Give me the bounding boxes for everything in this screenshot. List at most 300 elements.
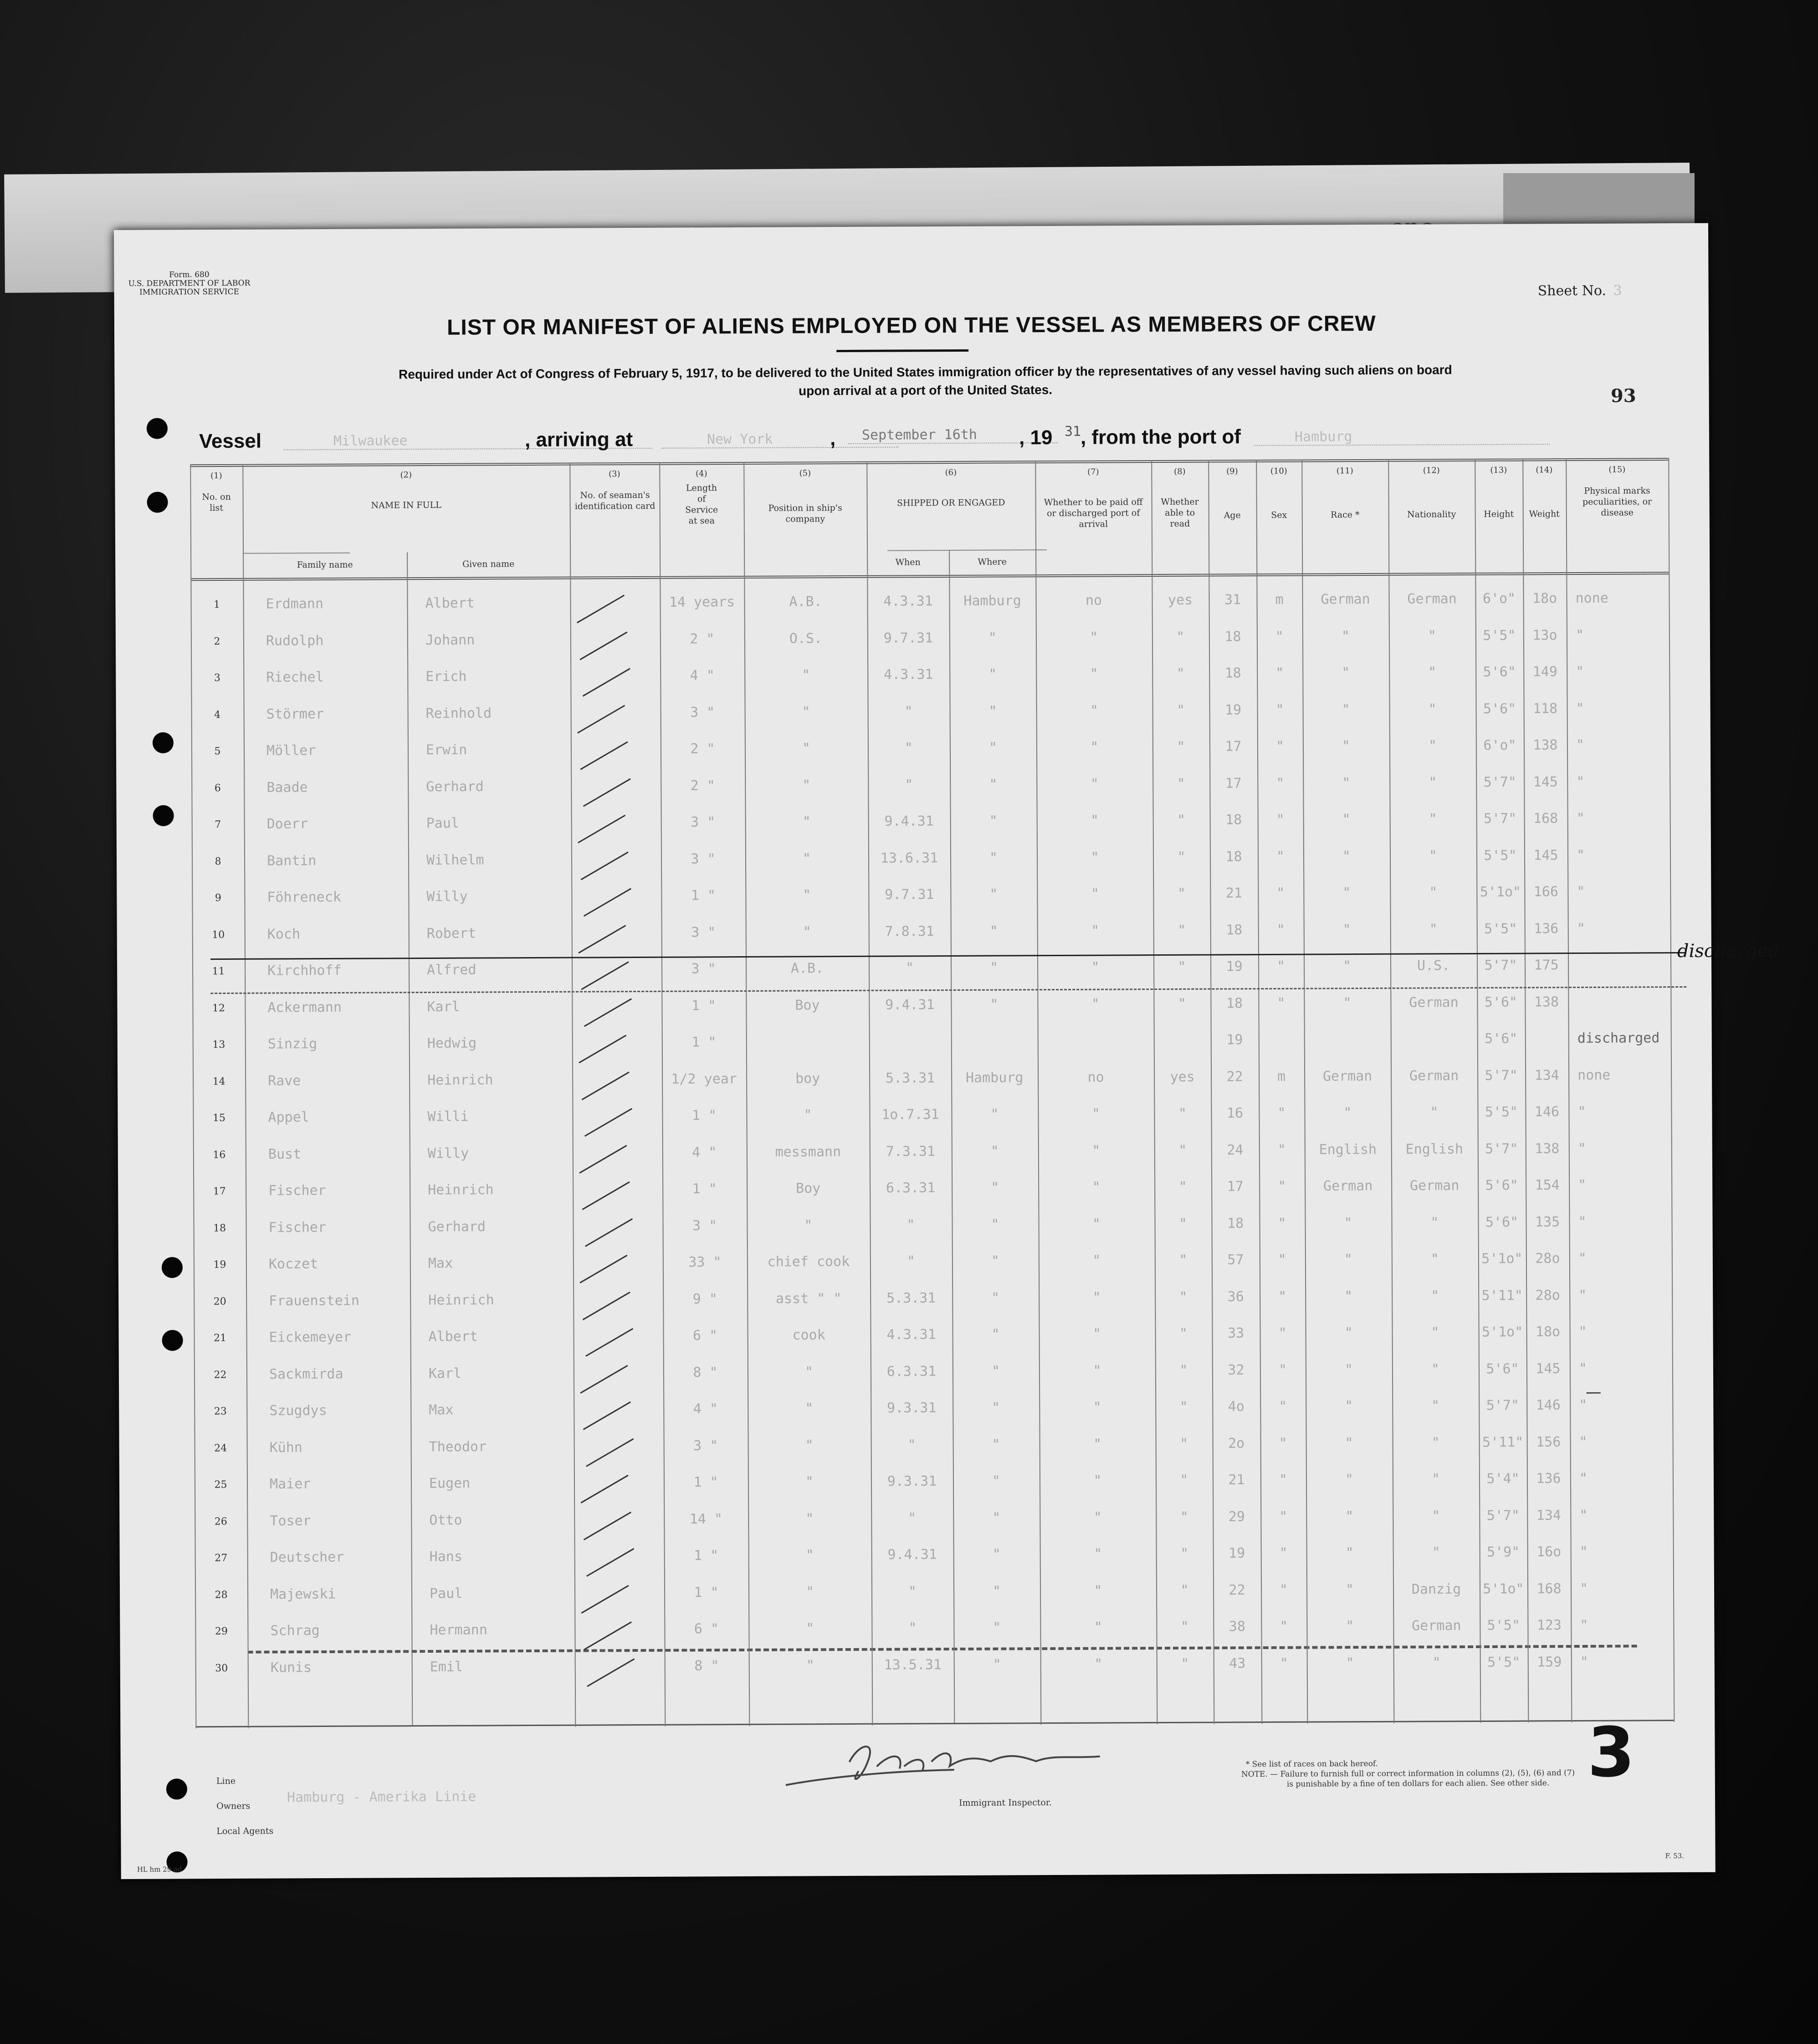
cell-nat: " — [1428, 664, 1437, 681]
cell-age: 18 — [1224, 665, 1241, 681]
cell-read: " — [1176, 629, 1185, 645]
cell-position: " — [805, 1400, 814, 1417]
cell-weight: 135 — [1535, 1214, 1560, 1230]
cell-service: 3 " — [691, 961, 716, 977]
cell-sex: m — [1277, 1068, 1286, 1085]
cell-nat: " — [1431, 1434, 1440, 1450]
col-num: (11) — [1336, 466, 1353, 476]
cell-service: 1 " — [691, 887, 716, 904]
cell-paid: " — [1091, 996, 1100, 1012]
cell-weight: 134 — [1534, 1067, 1559, 1083]
cell-marks: " — [1577, 920, 1585, 937]
arrival-year: 31 — [1064, 423, 1081, 440]
cell-weight: 168 — [1536, 1580, 1562, 1597]
cell-position: " — [802, 814, 811, 830]
cell-marks: " — [1576, 847, 1585, 863]
name-subhead-rule — [243, 553, 350, 554]
cell-nat: Danzig — [1411, 1581, 1461, 1598]
table-row — [192, 810, 1670, 853]
cell-weight: 146 — [1534, 1104, 1560, 1120]
cell-height: 5'4" — [1486, 1470, 1520, 1487]
check-mark-icon — [580, 741, 628, 770]
cell-where: " — [988, 666, 997, 682]
cell-age: 18 — [1224, 628, 1241, 645]
cell-paid: " — [1093, 1399, 1101, 1415]
cell-family: Koch — [267, 926, 301, 943]
cell-read: " — [1177, 738, 1185, 755]
cell-age: 17 — [1227, 1178, 1244, 1195]
head-family-name: Family name — [297, 559, 353, 570]
cell-given: Heinrich — [428, 1182, 494, 1199]
cell-when: 9.3.31 — [887, 1473, 937, 1490]
cell-age: 36 — [1227, 1288, 1244, 1305]
cell-marks: none — [1575, 590, 1608, 607]
cell-read: " — [1179, 1252, 1188, 1268]
cell-no: 20 — [213, 1296, 226, 1307]
cell-race: " — [1344, 1325, 1353, 1341]
cell-family: Bantin — [266, 852, 317, 869]
cell-when: 9.7.31 — [883, 630, 933, 646]
table-row — [194, 1287, 1672, 1330]
cell-age: 22 — [1229, 1582, 1245, 1598]
cell-read: " — [1179, 1289, 1188, 1305]
cell-service: 2 " — [690, 741, 715, 757]
check-mark-icon — [578, 815, 625, 843]
cell-where: Hamburg — [965, 1069, 1024, 1086]
cell-marks: " — [1576, 663, 1584, 680]
cell-race: " — [1342, 774, 1351, 791]
cell-service: 6 " — [694, 1621, 719, 1637]
head-paid-off: Whether to be paid off or discharged port of arrival — [1044, 497, 1143, 529]
cell-when: " — [905, 776, 913, 793]
cell-when: " — [905, 960, 914, 976]
cell-age: 32 — [1228, 1362, 1244, 1378]
cell-where: " — [989, 886, 998, 902]
cell-sex: " — [1278, 1178, 1286, 1194]
cell-given: Robert — [426, 925, 476, 942]
cell-nat: German — [1409, 1067, 1459, 1084]
cell-when: " — [908, 1510, 917, 1526]
cell-marks: " — [1577, 883, 1585, 900]
cell-paid: " — [1091, 812, 1099, 829]
cell-given: Gerhard — [428, 1218, 486, 1235]
cell-weight: 145 — [1533, 847, 1558, 863]
cell-read: " — [1178, 1105, 1187, 1122]
cell-where: " — [993, 1656, 1001, 1673]
table-row — [194, 1360, 1672, 1403]
manifest-sheet — [114, 223, 1780, 1879]
cell-no: 5 — [214, 745, 221, 758]
cell-race: German — [1322, 1068, 1372, 1084]
cell-read: " — [1177, 702, 1185, 718]
cell-nat: " — [1429, 774, 1437, 790]
cell-weight: 149 — [1532, 664, 1557, 680]
cell-no: 21 — [214, 1332, 227, 1344]
cell-when: 9.3.31 — [887, 1400, 937, 1416]
cell-race: " — [1343, 994, 1352, 1011]
table-row — [195, 1543, 1673, 1586]
cell-height: 5'6" — [1483, 701, 1516, 717]
cell-nat: " — [1431, 1471, 1440, 1487]
cell-sex: " — [1279, 1398, 1287, 1414]
cell-where: " — [991, 1326, 1000, 1342]
cell-position: " — [803, 887, 811, 903]
cell-family: Fischer — [268, 1219, 327, 1236]
cell-position: " — [804, 1217, 813, 1233]
cell-nat: " — [1432, 1544, 1440, 1561]
cell-race: " — [1346, 1618, 1354, 1634]
head-race: Race * — [1330, 510, 1360, 520]
cell-age: 22 — [1226, 1068, 1243, 1085]
col-num: (6) — [945, 467, 957, 478]
cell-height: 5'1o" — [1480, 884, 1521, 900]
cell-where: " — [988, 630, 997, 646]
head-position: Position in ship's company — [768, 503, 842, 524]
cell-nat: U.S. — [1417, 958, 1450, 974]
fine-note: is punishable by a fine of ten dollars for each alien. See other side. — [1286, 1778, 1550, 1789]
cell-nat: German — [1412, 1618, 1461, 1634]
cell-sex: " — [1277, 1142, 1286, 1158]
cell-family: Sackmirda — [269, 1366, 343, 1383]
cell-no: 26 — [214, 1516, 227, 1527]
cell-race: " — [1344, 1251, 1352, 1268]
cell-marks: " — [1579, 1470, 1588, 1486]
cell-service: 3 " — [690, 704, 715, 720]
col-num: (8) — [1174, 466, 1186, 476]
cell-paid: " — [1094, 1656, 1103, 1672]
cell-where: " — [991, 1363, 1000, 1379]
cell-service: 8 " — [694, 1657, 719, 1674]
cell-service: 3 " — [691, 814, 716, 830]
cell-no: 27 — [215, 1552, 228, 1564]
cell-paid: " — [1093, 1472, 1102, 1489]
cell-height: 5'6" — [1483, 664, 1516, 680]
table-row — [191, 700, 1669, 743]
punch-hole — [162, 1330, 183, 1351]
check-mark-icon — [577, 594, 625, 623]
cell-weight: 28o — [1535, 1250, 1560, 1267]
cell-sex: " — [1278, 1362, 1287, 1378]
cell-given: Emil — [430, 1659, 463, 1675]
table-row — [193, 1214, 1671, 1256]
table-row — [195, 1654, 1674, 1696]
cell-service: 2 " — [690, 630, 715, 647]
cell-height: 5'6" — [1485, 1214, 1519, 1230]
col-num: (15) — [1608, 465, 1626, 475]
cell-height: 5'5" — [1484, 847, 1517, 864]
cell-no: 13 — [212, 1039, 225, 1051]
cell-marks: " — [1580, 1617, 1588, 1633]
head-no-on-list: No. on list — [202, 492, 231, 513]
cell-given: Willi — [427, 1108, 469, 1125]
table-row — [191, 663, 1669, 706]
cell-race: English — [1319, 1141, 1377, 1158]
cell-service: 3 " — [692, 1217, 717, 1234]
cell-race: " — [1342, 848, 1351, 864]
cell-service: 1 " — [691, 1107, 717, 1124]
cell-paid: " — [1092, 1252, 1101, 1269]
cell-position: " — [803, 923, 811, 940]
cell-when: 6.3.31 — [886, 1180, 936, 1196]
cell-given: Gerhard — [426, 778, 484, 795]
cell-weight: 28o — [1535, 1287, 1560, 1303]
cell-service: 14 years — [669, 594, 735, 610]
cell-where: Hamburg — [963, 593, 1021, 609]
col-num: (5) — [799, 468, 811, 478]
service: IMMIGRATION SERVICE — [139, 287, 240, 297]
cell-family: Rave — [268, 1072, 301, 1089]
table-row — [193, 1067, 1671, 1110]
cell-given: Karl — [427, 999, 460, 1015]
cell-paid: " — [1090, 776, 1099, 792]
cell-given: Alfred — [427, 962, 476, 978]
arriving-port: New York — [661, 430, 898, 448]
cell-no: 8 — [215, 856, 221, 867]
cell-paid: " — [1092, 1142, 1101, 1159]
cell-read: " — [1180, 1582, 1189, 1598]
cell-sex: " — [1276, 922, 1285, 938]
sheet-number — [1538, 283, 1622, 299]
head-name-in-full: NAME IN FULL — [371, 500, 441, 511]
cell-weight: 154 — [1535, 1177, 1560, 1194]
table-row — [191, 627, 1669, 670]
cell-marks: " — [1578, 1214, 1587, 1230]
cell-read: " — [1181, 1655, 1189, 1672]
cell-sex: " — [1275, 628, 1284, 645]
cell-height: 5'1o" — [1481, 1324, 1523, 1340]
cell-marks: " — [1577, 1140, 1586, 1157]
cell-marks: " — [1576, 774, 1585, 790]
cell-race: " — [1346, 1655, 1354, 1671]
check-mark-icon — [587, 1658, 635, 1687]
cell-service: 1 " — [694, 1584, 719, 1600]
failure-note: NOTE. — Failure to furnish full or correct information in columns (2), (5), (6) and (7) — [1241, 1768, 1575, 1779]
inspector-signature — [781, 1733, 1127, 1794]
cell-no: 28 — [215, 1589, 228, 1601]
cell-where: " — [992, 1510, 1001, 1526]
col-num: (14) — [1536, 465, 1553, 475]
cell-sex: " — [1277, 1105, 1286, 1121]
from-port: Hamburg — [1254, 428, 1550, 446]
cell-sex: " — [1276, 848, 1285, 865]
cell-no: 30 — [215, 1662, 228, 1674]
cell-height: 5'7" — [1485, 1067, 1518, 1084]
table-row — [195, 1434, 1673, 1476]
cell-given: Theodor — [429, 1438, 487, 1455]
cell-family: Szugdys — [269, 1402, 327, 1419]
check-mark-icon — [580, 1475, 628, 1503]
cell-race: " — [1345, 1545, 1354, 1561]
cell-height: 5'6" — [1485, 1177, 1518, 1194]
cell-race: " — [1344, 1288, 1353, 1304]
cell-service: 9 " — [692, 1291, 717, 1307]
cell-no: 6 — [214, 782, 221, 794]
cell-where: " — [992, 1399, 1000, 1416]
cell-age: 21 — [1225, 885, 1243, 902]
cell-family: Fischer — [268, 1182, 326, 1199]
header-bottom-rule — [190, 572, 1669, 581]
cell-when: 9.4.31 — [887, 1547, 937, 1563]
cell-family: Appel — [268, 1109, 309, 1126]
cell-given: Max — [428, 1255, 453, 1272]
print-code: HL hm 29 ad — [137, 1865, 182, 1874]
cell-marks: discharged — [1577, 1030, 1660, 1046]
cell-when: " — [904, 703, 913, 719]
shipped-subhead-rule — [887, 549, 1047, 551]
cell-where: " — [992, 1583, 1001, 1599]
cell-where: " — [989, 959, 999, 976]
cell-marks: " — [1575, 627, 1584, 643]
head-sex: Sex — [1271, 510, 1287, 520]
check-mark-icon — [584, 888, 631, 917]
check-mark-icon — [583, 778, 631, 807]
cell-height: 5'1o" — [1481, 1250, 1523, 1267]
table-row — [193, 1103, 1671, 1146]
cell-family: Riechel — [266, 669, 324, 686]
cell-paid: " — [1093, 1436, 1102, 1452]
cell-read: " — [1177, 775, 1185, 792]
cell-position: " — [804, 1107, 812, 1123]
cell-age: 2o — [1228, 1435, 1245, 1451]
head-physical: Physical marks peculiarities, or disease — [1582, 486, 1652, 518]
cell-sex: " — [1275, 665, 1284, 681]
check-mark-icon — [577, 705, 625, 733]
cell-age: 38 — [1229, 1619, 1246, 1635]
cell-when: 4.3.31 — [883, 593, 933, 610]
cell-paid: " — [1092, 1289, 1101, 1306]
check-mark-icon — [583, 668, 630, 697]
cell-marks: " — [1578, 1250, 1587, 1266]
cell-where: " — [990, 1106, 999, 1122]
cell-no: 11 — [212, 965, 225, 978]
cell-when: 4.3.31 — [886, 1327, 936, 1343]
cell-paid: no — [1087, 1069, 1104, 1086]
cell-marks: " — [1579, 1580, 1588, 1597]
cell-sex: " — [1276, 885, 1285, 901]
cell-no: 3 — [214, 672, 220, 684]
owners-label: Owners — [216, 1801, 251, 1812]
cell-family: Frauenstein — [269, 1292, 360, 1309]
cell-given: Paul — [426, 815, 460, 832]
cell-family: Kirchhoff — [267, 962, 342, 979]
cell-age: 19 — [1226, 958, 1243, 975]
vessel-label: Vessel — [199, 430, 262, 453]
cell-when: 6.3.31 — [886, 1363, 937, 1380]
page-title: LIST OR MANIFEST OF ALIENS EMPLOYED ON THE VESSEL AS MEMBERS OF CREW — [446, 311, 1376, 340]
cell-position: " — [805, 1583, 814, 1600]
form-code: F. 53. — [1665, 1851, 1685, 1860]
cell-race: German — [1321, 591, 1370, 608]
cell-where: " — [992, 1436, 1000, 1453]
cell-race: " — [1341, 628, 1350, 644]
cell-nat: " — [1430, 1104, 1439, 1121]
col-num: (3) — [609, 469, 620, 479]
cell-marks: " — [1579, 1434, 1588, 1450]
punch-hole — [147, 492, 168, 512]
table-row — [194, 1397, 1672, 1440]
cell-weight: 123 — [1536, 1617, 1562, 1634]
cell-when: 5.3.31 — [885, 1070, 935, 1086]
cell-paid: " — [1091, 886, 1099, 902]
sheet-value: 3 — [1613, 282, 1622, 299]
cell-read: " — [1178, 1215, 1188, 1232]
line-label: Line — [216, 1776, 236, 1787]
cell-given: Heinrich — [427, 1071, 493, 1088]
cell-weight: 138 — [1533, 737, 1558, 753]
cell-height: 5'5" — [1485, 1104, 1518, 1120]
cell-where: " — [992, 1546, 1001, 1562]
cell-service: 1/2 year — [671, 1071, 737, 1087]
cell-given: Wilhelm — [426, 851, 484, 868]
arrival-date: September 16th — [848, 426, 1058, 444]
cell-no: 1 — [214, 599, 220, 611]
check-mark-icon — [580, 1365, 628, 1393]
cell-nat: German — [1409, 1178, 1460, 1194]
cell-paid: " — [1091, 959, 1100, 975]
cell-sex: " — [1276, 958, 1285, 974]
check-mark-icon — [585, 1328, 633, 1357]
cell-sex: " — [1279, 1545, 1288, 1561]
cell-paid: " — [1094, 1583, 1102, 1599]
cell-age: 4o — [1228, 1399, 1244, 1415]
cell-weight: 134 — [1536, 1507, 1562, 1523]
cell-position: A.B. — [790, 960, 824, 977]
cell-nat: " — [1431, 1398, 1440, 1414]
cell-family: Maier — [269, 1476, 311, 1492]
check-mark-icon — [582, 1071, 630, 1100]
head-nationality: Nationality — [1407, 509, 1456, 520]
cell-nat: " — [1428, 627, 1437, 644]
cell-weight: 145 — [1536, 1360, 1561, 1377]
cell-race: " — [1342, 738, 1351, 754]
subtitle-line-1: Required under Act of Congress of February 5, 1917, to be delivered to the United States immigration officer by the representatives of any vessel having such aliens on board — [398, 363, 1452, 382]
cell-no: 12 — [212, 1002, 225, 1014]
cell-nat: " — [1429, 811, 1437, 827]
head-able-read: Whether able to read — [1161, 497, 1199, 529]
cell-nat: " — [1430, 1251, 1439, 1267]
table-row — [192, 994, 1670, 1036]
cell-where: " — [991, 1290, 1000, 1306]
punch-hole — [153, 805, 174, 826]
cell-family: Kühn — [269, 1439, 302, 1456]
cell-position: " — [802, 850, 811, 866]
cell-nat: " — [1428, 738, 1437, 754]
cell-no: 7 — [215, 819, 221, 831]
cell-read: " — [1178, 1178, 1187, 1195]
cell-position: " — [805, 1437, 814, 1453]
cell-age: 43 — [1229, 1655, 1246, 1671]
cell-marks: " — [1578, 1360, 1588, 1377]
col-num: (13) — [1490, 465, 1507, 475]
cell-service: 4 " — [692, 1144, 717, 1160]
cell-age: 24 — [1227, 1142, 1244, 1158]
table-row — [195, 1617, 1673, 1660]
cell-race — [1304, 1031, 1391, 1032]
check-mark-icon — [578, 925, 626, 953]
cell-height: 5'7" — [1486, 1397, 1519, 1414]
cell-where: " — [991, 1179, 999, 1196]
cell-where: " — [991, 1253, 1000, 1269]
cell-given: Karl — [428, 1365, 462, 1382]
cell-no: 4 — [214, 709, 221, 721]
cell-height: 5'5" — [1487, 1617, 1521, 1634]
cell-no: 16 — [213, 1149, 226, 1161]
cell-race: German — [1323, 1178, 1373, 1194]
cell-weight: 159 — [1537, 1654, 1562, 1670]
cell-read: " — [1180, 1545, 1189, 1562]
cell-service: 4 " — [690, 667, 715, 684]
cell-weight: 13o — [1532, 627, 1557, 643]
